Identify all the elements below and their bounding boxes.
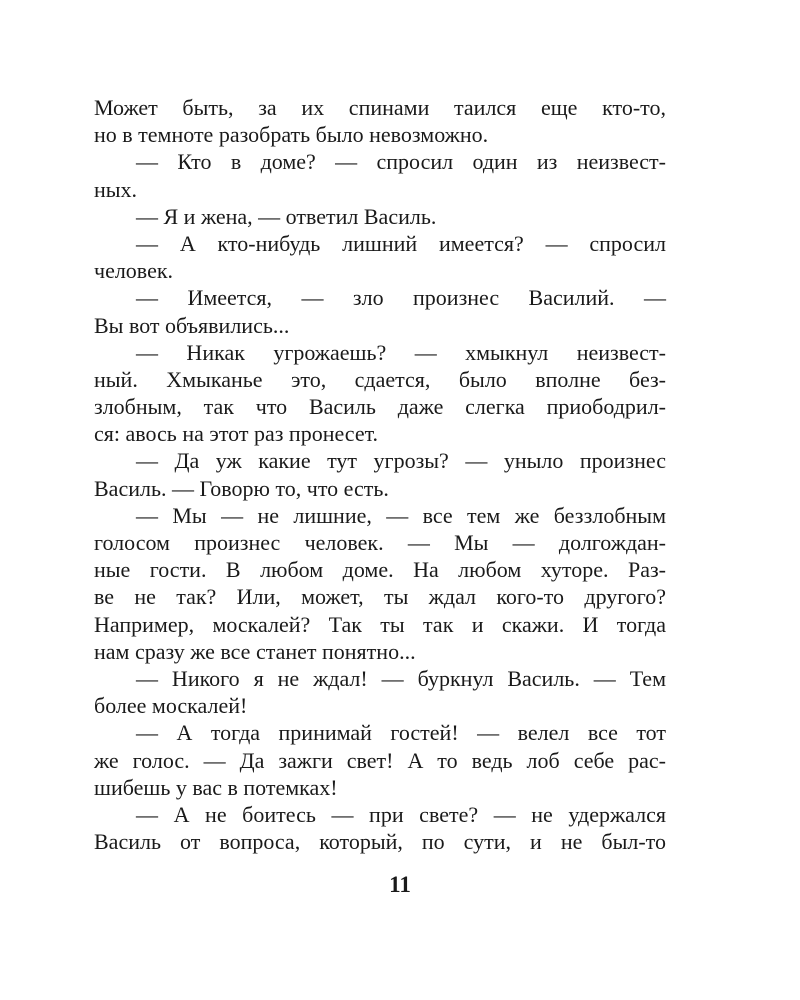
text-line: ных. [94,176,138,202]
text-line: Может быть, за их спинами таился еще кто-то, [94,95,666,120]
text-line: шибешь у вас в потемках! [94,774,338,800]
text-line: — Кто в доме? — спросил один из неизвест- [136,149,666,175]
text-line: Василь. — Говорю то, что есть. [94,475,389,501]
text-line: человек. [94,258,174,284]
text-line: ный. Хмыканье это, сдается, было вполне без- [94,366,666,392]
text-line: — А тогда принимай гостей! — велел все тот [136,720,666,746]
text-line: ве не так? Или, может, ты ждал кого-то другого? [94,584,666,610]
text-line: — А кто-нибудь лишний имеется? — спросил [136,230,666,256]
page-number: 11 [389,872,411,897]
text-line: же голос. — Да зажги свет! А то ведь лоб себе рас- [94,747,666,773]
text-line: Вы вот объявились... [94,312,290,338]
text-line: но в темноте разобрать было невозможно. [94,122,489,148]
text-line: нам сразу же все станет понятно... [94,638,416,664]
text-line: — Никого я не ждал! — буркнул Василь. — Тем [136,665,666,691]
text-line: голосом произнес человек. — Мы — долгождан- [94,530,666,555]
text-line: ные гости. В любом доме. На любом хуторе. Раз- [94,557,666,583]
text-line: — А не боитесь — при свете? — не удержался [136,801,666,827]
text-line: более москалей! [94,693,248,719]
page-body [94,94,666,855]
text-line: — Мы — не лишние, — все тем же беззлобным [136,502,666,528]
text-line: — Я и жена, — ответил Василь. [136,203,437,229]
text-line: — Никак угрожаешь? — хмыкнул неизвест- [136,339,666,365]
text-line: — Имеется, — зло произнес Василий. — [136,285,666,311]
text-line: Например, москалей? Так ты так и скажи. И тогда [94,611,666,637]
text-line: ся: авось на этот раз пронесет. [94,421,379,447]
text-line: — Да уж какие тут угрозы? — уныло произнес [136,448,666,474]
text-line: Василь от вопроса, который, по сути, и не был-то [94,829,666,855]
text-line: злобным, так что Василь даже слегка приободрил- [94,394,666,420]
